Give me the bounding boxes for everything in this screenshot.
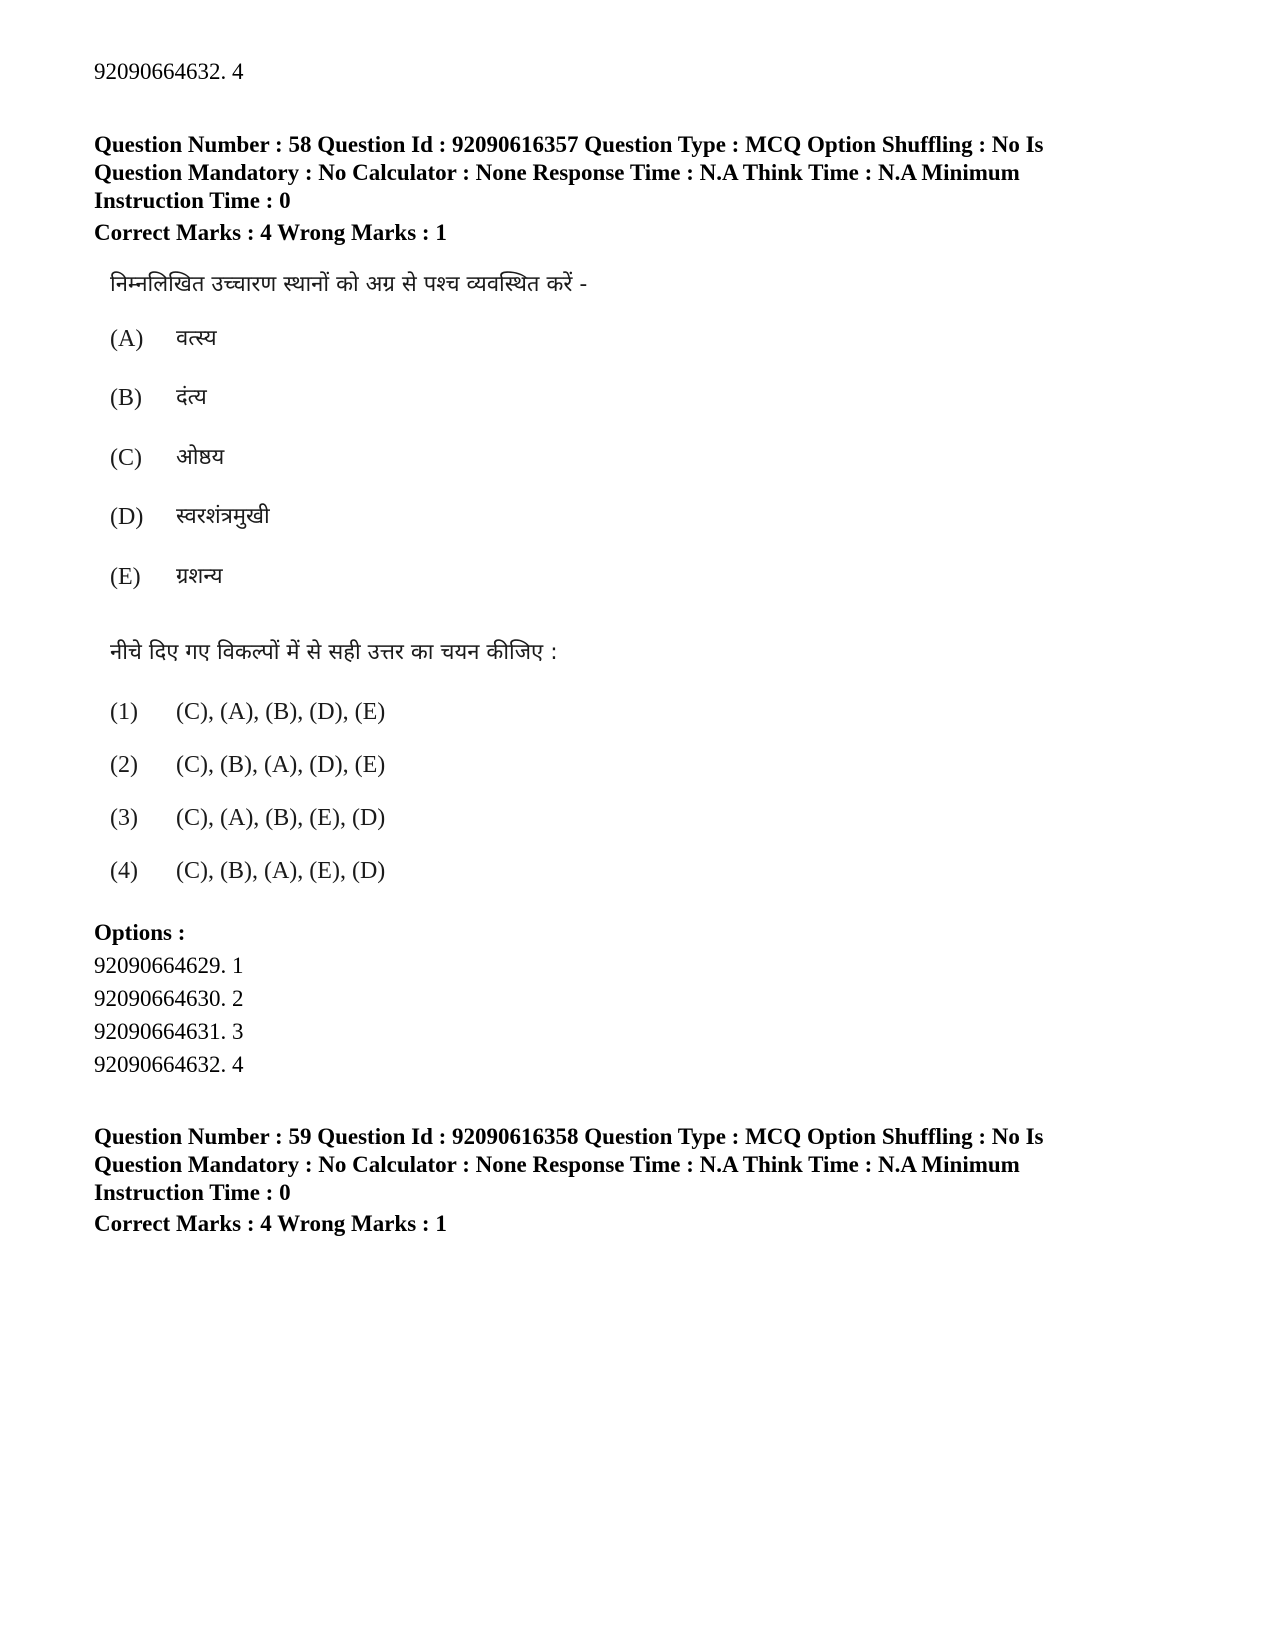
question-58-prompt: निम्नलिखित उच्चारण स्थानों को अग्र से पश्च व्यवस्थित करें -: [110, 272, 588, 297]
choice-label: (4): [110, 858, 138, 884]
choice-label: (2): [110, 752, 138, 778]
previous-answer-line: 92090664632. 4: [94, 59, 244, 84]
question-59-header-line-2: Question Mandatory : No Calculator : None Response Time : N.A Think Time : N.A Minimum: [94, 1152, 1020, 1177]
question-58-header-line-2: Question Mandatory : No Calculator : None Response Time : N.A Think Time : N.A Minimum: [94, 160, 1020, 185]
item-label: (E): [110, 564, 141, 590]
choice-text: (C), (B), (A), (E), (D): [176, 858, 386, 884]
question-59-header: [94, 1123, 1044, 1207]
choice-label: (1): [110, 699, 138, 725]
item-label: (B): [110, 385, 142, 411]
question-58-image-content: [94, 262, 714, 902]
question-59-header-line-1: Question Number : 59 Question Id : 92090616358 Question Type : MCQ Option Shuffling : No Is: [94, 1124, 1044, 1149]
option-item-2: 92090664630. 2: [94, 986, 244, 1011]
choice-text: (C), (A), (B), (D), (E): [176, 699, 386, 725]
question-59-marks: Correct Marks : 4 Wrong Marks : 1: [94, 1211, 447, 1236]
item-label: (C): [110, 445, 142, 471]
question-59-header-line-3: Instruction Time : 0: [94, 1180, 291, 1205]
question-58-header: [94, 131, 1044, 215]
question-58-header-line-3: Instruction Time : 0: [94, 188, 291, 213]
option-item-4: 92090664632. 4: [94, 1052, 244, 1077]
question-58-marks: Correct Marks : 4 Wrong Marks : 1: [94, 220, 447, 245]
question-58-header-line-1: Question Number : 58 Question Id : 92090616357 Question Type : MCQ Option Shuffling : No Is: [94, 132, 1044, 157]
choice-label: (3): [110, 805, 138, 831]
item-label: (D): [110, 504, 144, 530]
item-text: दंत्य: [176, 385, 207, 410]
question-58-instruction: नीचे दिए गए विकल्पों में से सही उत्तर का चयन कीजिए :: [110, 640, 558, 665]
item-text: वत्स्य: [176, 326, 217, 351]
item-text: ग्रशन्य: [176, 564, 223, 589]
options-heading: Options :: [94, 920, 186, 945]
choice-text: (C), (A), (B), (E), (D): [176, 805, 386, 831]
item-text: स्वरशंत्रमुखी: [176, 504, 270, 529]
item-text: ओष्ठय: [176, 445, 225, 470]
choice-text: (C), (B), (A), (D), (E): [176, 752, 386, 778]
option-item-3: 92090664631. 3: [94, 1019, 244, 1044]
options-list: [94, 949, 244, 1081]
item-label: (A): [110, 326, 144, 352]
option-item-1: 92090664629. 1: [94, 953, 244, 978]
